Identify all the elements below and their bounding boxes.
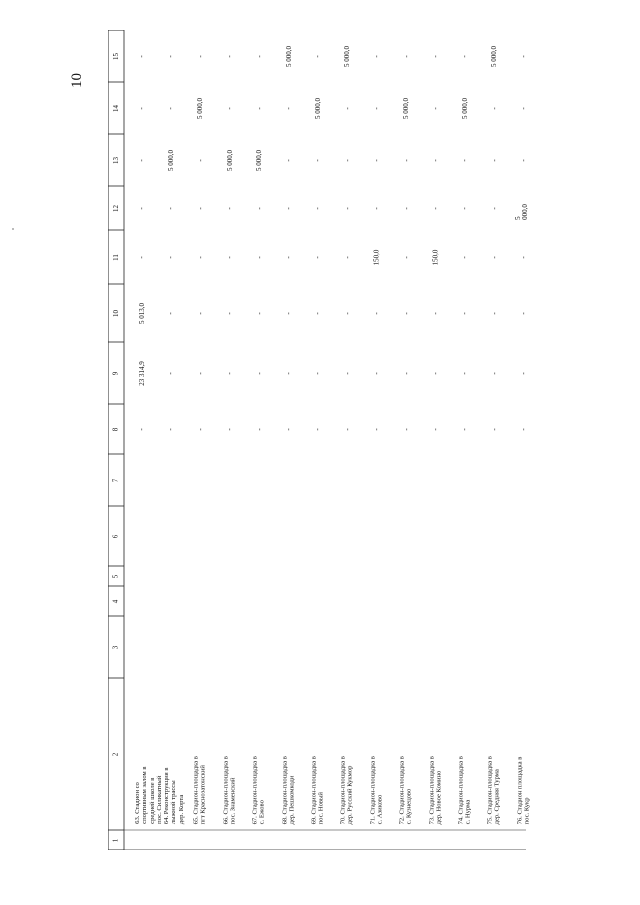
empty-cell-dash: -: [167, 371, 176, 375]
empty-cell-dash: -: [431, 158, 440, 162]
empty-cell-dash: -: [196, 158, 205, 162]
empty-cell-dash: -: [519, 255, 528, 259]
row-label-line: спортивным залом в: [141, 766, 149, 824]
row-label-line: пос. Знаменский: [229, 777, 237, 824]
row-label-line: с. Нурма: [464, 799, 472, 824]
row-label-line: пос. Кукр: [523, 796, 531, 824]
value-cell: 5 000,0: [284, 45, 293, 67]
column-header: 11: [111, 253, 120, 261]
row-label-line: 66. Стадион-площадка в: [222, 755, 230, 824]
row-label-line: лыжной трассы: [170, 780, 178, 825]
row-label: [310, 684, 325, 824]
value-cell: 5 000,0: [343, 45, 352, 67]
row-label-line: с. Ежово: [259, 799, 267, 824]
empty-cell-dash: -: [461, 206, 470, 210]
row-label: [134, 684, 164, 824]
empty-cell-dash: -: [461, 54, 470, 58]
row-label-line: 63. Стадион со: [134, 782, 142, 824]
empty-cell-dash: -: [167, 206, 176, 210]
empty-cell-dash: -: [225, 311, 234, 315]
empty-cell-dash: -: [461, 311, 470, 315]
empty-cell-dash: -: [255, 427, 264, 431]
empty-cell-dash: -: [402, 427, 411, 431]
row-label: [399, 684, 414, 824]
row-label-line: 75. Стадион-площадка в: [486, 755, 494, 824]
row-label-line: дер. Русский Кукмор: [347, 765, 355, 824]
empty-cell-dash: -: [225, 54, 234, 58]
empty-cell-dash: -: [402, 158, 411, 162]
empty-cell-dash: -: [284, 311, 293, 315]
row-label-line: 71. Стадион-площадка в: [369, 755, 377, 824]
empty-cell-dash: -: [372, 427, 381, 431]
empty-cell-dash: -: [519, 427, 528, 431]
row-label-line: 74. Стадион-площадка в: [457, 755, 465, 824]
empty-cell-dash: -: [343, 311, 352, 315]
empty-cell-dash: -: [255, 255, 264, 259]
empty-cell-dash: -: [490, 106, 499, 110]
empty-cell-dash: -: [519, 371, 528, 375]
empty-cell-dash: -: [137, 206, 146, 210]
empty-cell-dash: -: [343, 158, 352, 162]
value-cell: 23 314,9: [137, 360, 146, 386]
empty-cell-dash: -: [137, 54, 146, 58]
empty-cell-dash: -: [225, 106, 234, 110]
empty-cell-dash: -: [196, 255, 205, 259]
value-cell: 150,0: [372, 249, 381, 265]
empty-cell-dash: -: [461, 427, 470, 431]
empty-cell-dash: -: [343, 106, 352, 110]
empty-cell-dash: -: [225, 206, 234, 210]
empty-cell-dash: -: [431, 206, 440, 210]
row-label-line: 65. Стадион-площадка в: [192, 755, 200, 824]
empty-cell-dash: -: [343, 206, 352, 210]
row-label-line: 70. Стадион-площадка в: [339, 755, 347, 824]
row-label-line: 64. Реконструкция в: [163, 767, 171, 825]
empty-cell-dash: -: [137, 427, 146, 431]
scan-speck: [12, 228, 14, 230]
row-label-line: 73. Стадион-площадка в: [428, 755, 436, 824]
row-label-line: пос. Новый: [317, 791, 325, 824]
value-cell: 5 000,0: [166, 149, 175, 171]
row-label-line: дер. Новое Комино: [435, 770, 443, 824]
empty-cell-dash: -: [225, 371, 234, 375]
empty-cell-dash: -: [225, 255, 234, 259]
empty-cell-dash: -: [167, 255, 176, 259]
row-label: [193, 684, 208, 824]
empty-cell-dash: -: [490, 427, 499, 431]
value-cell: 5 000,0: [490, 45, 499, 67]
value-cell: 5 000,0: [513, 203, 529, 220]
empty-cell-dash: -: [137, 255, 146, 259]
empty-cell-dash: -: [372, 206, 381, 210]
empty-cell-dash: -: [372, 106, 381, 110]
empty-cell-dash: -: [284, 255, 293, 259]
empty-cell-dash: -: [255, 106, 264, 110]
empty-cell-dash: -: [431, 311, 440, 315]
empty-cell-dash: -: [519, 158, 528, 162]
row-label: [222, 684, 237, 824]
column-header: 5: [111, 574, 120, 578]
empty-cell-dash: -: [461, 158, 470, 162]
row-label: [163, 684, 185, 824]
page-number: 10: [69, 73, 85, 88]
empty-cell-dash: -: [255, 206, 264, 210]
empty-cell-dash: -: [314, 427, 323, 431]
value-cell: 5 013,0: [137, 302, 146, 324]
column-header: 6: [111, 534, 120, 538]
column-header: 10: [111, 309, 120, 317]
empty-cell-dash: -: [225, 427, 234, 431]
empty-cell-dash: -: [519, 311, 528, 315]
column-header: 15: [111, 52, 120, 60]
empty-cell-dash: -: [196, 311, 205, 315]
row-label: [281, 684, 296, 824]
empty-cell-dash: -: [372, 158, 381, 162]
empty-cell-dash: -: [314, 371, 323, 375]
row-label-line: 68. Стадион-площадка в: [281, 755, 289, 824]
empty-cell-dash: -: [461, 371, 470, 375]
empty-cell-dash: -: [343, 255, 352, 259]
empty-cell-dash: -: [284, 371, 293, 375]
empty-cell-dash: -: [402, 311, 411, 315]
column-header: 12: [111, 204, 120, 212]
row-label: [487, 684, 502, 824]
column-header: 7: [111, 478, 120, 482]
empty-cell-dash: -: [167, 427, 176, 431]
row-label-line: 69. Стадион-площадка в: [310, 755, 318, 824]
row-label-line: 72. Стадион-площадка в: [398, 755, 406, 824]
empty-cell-dash: -: [137, 106, 146, 110]
empty-cell-dash: -: [519, 54, 528, 58]
empty-cell-dash: -: [402, 255, 411, 259]
row-label-line: пос. Силикатный: [156, 775, 164, 824]
column-header: 1: [111, 838, 120, 842]
empty-cell-dash: -: [519, 106, 528, 110]
column-header: 14: [111, 104, 120, 112]
empty-cell-dash: -: [255, 311, 264, 315]
empty-cell-dash: -: [314, 206, 323, 210]
empty-cell-dash: -: [490, 206, 499, 210]
row-label-line: средней школе в: [149, 777, 156, 824]
row-label-line: с. Азиково: [376, 794, 384, 824]
empty-cell-dash: -: [284, 158, 293, 162]
empty-cell-dash: -: [490, 311, 499, 315]
value-cell: 5 000,0: [225, 149, 234, 171]
column-header: 9: [111, 371, 120, 375]
empty-cell-dash: -: [490, 255, 499, 259]
empty-cell-dash: -: [314, 54, 323, 58]
empty-cell-dash: -: [284, 106, 293, 110]
value-cell: 150,0: [431, 249, 440, 265]
budget-table: [108, 30, 531, 850]
empty-cell-dash: -: [314, 311, 323, 315]
empty-cell-dash: -: [196, 54, 205, 58]
empty-cell-dash: -: [402, 206, 411, 210]
column-header: 8: [111, 427, 120, 431]
empty-cell-dash: -: [284, 427, 293, 431]
value-cell: 5 000,0: [402, 97, 411, 119]
row-label-line: 67. Стадион-площадка в: [251, 755, 259, 824]
row-label: [340, 684, 355, 824]
empty-cell-dash: -: [255, 371, 264, 375]
empty-cell-dash: -: [372, 311, 381, 315]
row-label-line: 76. Стадион площадка в: [516, 756, 524, 824]
empty-cell-dash: -: [372, 371, 381, 375]
empty-cell-dash: -: [255, 54, 264, 58]
empty-cell-dash: -: [490, 371, 499, 375]
row-label-line: с. Кузнецово: [406, 788, 414, 824]
empty-cell-dash: -: [343, 371, 352, 375]
row-label: [457, 684, 472, 824]
row-label: [252, 684, 267, 824]
row-label: [428, 684, 443, 824]
column-header: 4: [111, 599, 120, 603]
column-header: 3: [111, 645, 120, 649]
row-label-line: пгт Краснозатонский: [200, 764, 208, 824]
empty-cell-dash: -: [196, 206, 205, 210]
empty-cell-dash: -: [402, 371, 411, 375]
empty-cell-dash: -: [431, 371, 440, 375]
row-label: [516, 684, 531, 824]
row-label-line: дер. Пешкомкоди: [288, 775, 296, 824]
value-cell: 5 000,0: [460, 97, 469, 119]
empty-cell-dash: -: [372, 54, 381, 58]
column-header: 13: [111, 156, 120, 164]
empty-cell-dash: -: [431, 54, 440, 58]
empty-cell-dash: -: [196, 371, 205, 375]
empty-cell-dash: -: [461, 255, 470, 259]
empty-cell-dash: -: [167, 311, 176, 315]
empty-cell-dash: -: [167, 54, 176, 58]
empty-cell-dash: -: [314, 158, 323, 162]
row-label: [369, 684, 384, 824]
value-cell: 5 000,0: [255, 149, 264, 171]
row-label-line: дер. Средняя Турма: [494, 768, 502, 824]
empty-cell-dash: -: [284, 206, 293, 210]
empty-cell-dash: -: [490, 158, 499, 162]
empty-cell-dash: -: [314, 255, 323, 259]
empty-cell-dash: -: [402, 54, 411, 58]
empty-cell-dash: -: [167, 106, 176, 110]
empty-cell-dash: -: [431, 427, 440, 431]
empty-cell-dash: -: [137, 158, 146, 162]
empty-cell-dash: -: [196, 427, 205, 431]
value-cell: 5 000,0: [196, 97, 205, 119]
empty-cell-dash: -: [431, 106, 440, 110]
empty-cell-dash: -: [343, 427, 352, 431]
row-label-line: дер. Корта: [178, 794, 186, 825]
column-header: 2: [111, 752, 120, 756]
value-cell: 5 000,0: [313, 97, 322, 119]
